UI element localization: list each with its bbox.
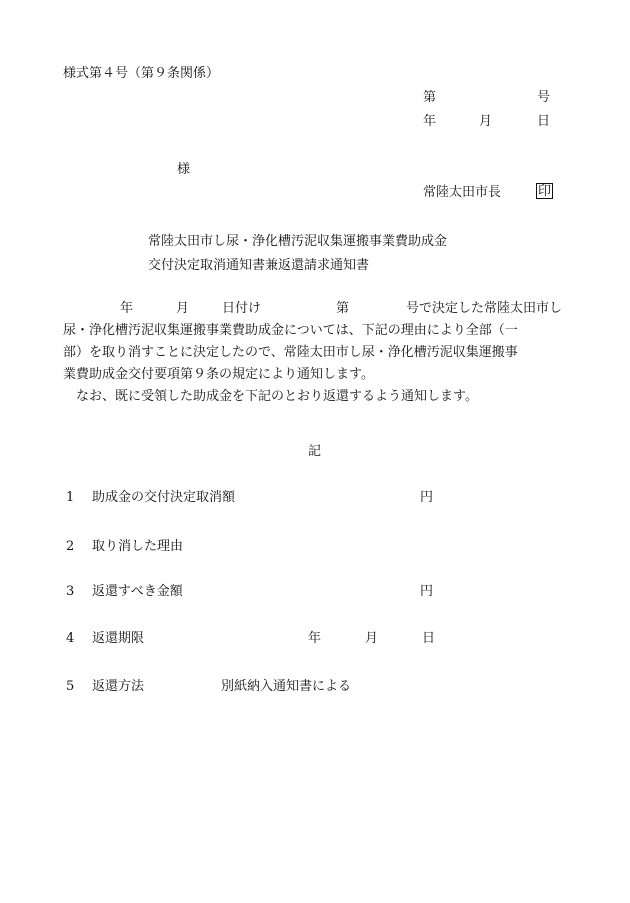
date-year: 年 [423,114,437,129]
item-4-number: 4 [66,631,75,646]
body-paragraph [63,298,583,408]
item-5-number: 5 [66,679,75,694]
title-line-2: 交付決定取消通知書兼返還請求通知書 [148,258,370,273]
reference-dai: 第 [423,90,437,105]
item-4-year: 年 [308,631,322,646]
item-5-label: 返還方法 [92,679,145,694]
body-line-5: なお、既に受領した助成金を下記のとおり返還するよう通知します。 [76,389,478,404]
item-3-unit: 円 [420,584,434,599]
form-number-label: 様式第４号（第９条関係） [63,66,220,81]
date-day: 日 [537,114,551,129]
body-line-2: 尿・浄化槽汚泥収集運搬事業費助成金については、下記の理由により全部（一 [63,323,518,338]
body-month: 月 [176,301,190,316]
reference-go: 号 [537,90,551,105]
body-year: 年 [120,301,134,316]
item-4-month: 月 [365,631,379,646]
item-3-label: 返還すべき金額 [92,584,183,599]
title-line-1: 常陸太田市し尿・浄化槽汚泥収集運搬事業費助成金 [148,234,448,249]
item-1-number: 1 [66,490,75,505]
date-month: 月 [479,114,493,129]
seal-mark: 印 [538,184,552,199]
ki-heading: 記 [308,444,322,459]
addressee-honorific: 様 [177,162,191,177]
body-dai: 第 [336,301,350,316]
item-3-number: 3 [66,584,75,599]
body-line-3: 部）を取り消すことに決定したので、常陸太田市し尿・浄化槽汚泥収集運搬事 [63,345,518,360]
issuer-name: 常陸太田市長 [423,185,502,200]
body-line-1-rest: 号で決定した常陸太田市し [406,301,563,316]
item-1-label: 助成金の交付決定取消額 [92,490,236,505]
item-1-unit: 円 [420,490,434,505]
item-2-label: 取り消した理由 [92,539,184,554]
item-4-label: 返還期限 [92,631,145,646]
body-line-4: 業費助成金交付要項第９条の規定により通知します。 [63,367,374,382]
item-4-day: 日 [422,631,436,646]
body-day-dated: 日付け [222,301,262,316]
item-2-number: 2 [66,539,75,554]
item-5-value: 別紙納入通知書による [221,679,352,694]
